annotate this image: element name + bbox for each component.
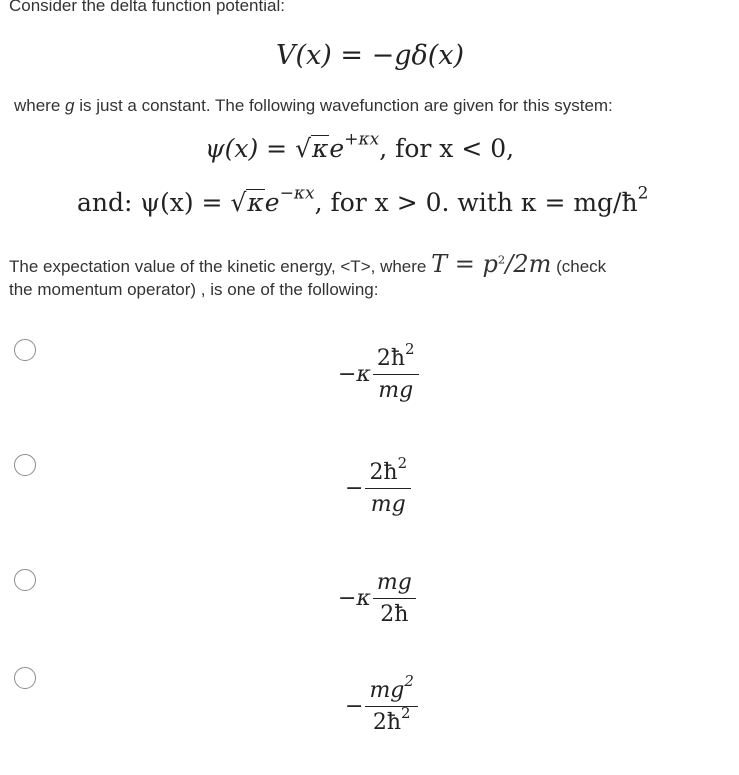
option-2-radio[interactable] [14, 454, 36, 476]
where-text: where g is just a constant. The following wavefunction are given for this system: [14, 96, 613, 115]
wavefunction-left-equation: $\psi(x) = √\kappa e^{+\kappa x}$, for x < 0, [205, 129, 515, 163]
potential-equation: V(x) = −gδ(x) [276, 40, 465, 71]
option-2-formula: − $\frac{2ħ^2}{mg}$ [345, 460, 411, 517]
option-3-radio[interactable] [14, 569, 36, 591]
question-text-line2: the momentum operator) , is one of the following: [9, 280, 379, 299]
option-4-formula: − $\frac{mg^2}{2ħ^2}$ [345, 678, 418, 735]
intro-text: Consider the delta function potential: [9, 0, 285, 15]
option-3-formula: −κ $\frac{mg}{2ħ}$ [338, 570, 416, 627]
question-text: The expectation value of the kinetic energy, <T>, where $T = p^2/2m$ (check [9, 250, 607, 278]
wavefunction-right-equation: and: $\psi(x) = √\kappa e^{-\kappa x}$, for x > 0. with $\kappa = mg/ħ^2$ [77, 183, 649, 217]
sqrt-symbol: √κ [230, 188, 264, 217]
option-4-radio[interactable] [14, 667, 36, 689]
option-1-formula: −κ $\frac{2ħ^2}{mg}$ [338, 346, 419, 403]
option-1-radio[interactable] [14, 339, 36, 361]
sqrt-symbol: √κ [295, 134, 329, 163]
